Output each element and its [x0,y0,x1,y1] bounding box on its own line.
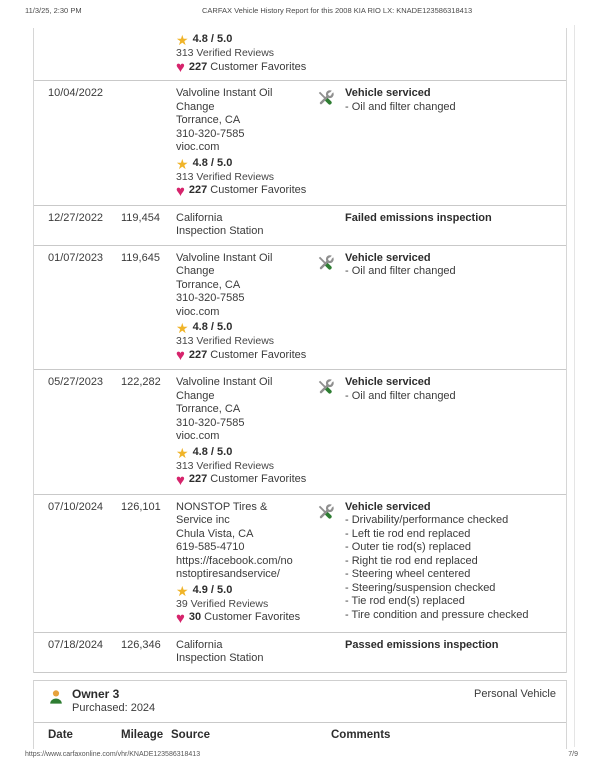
source-line: NONSTOP Tires & [176,500,268,513]
source-line: Inspection Station [176,225,264,237]
favorites-label: Customer Favorites [210,473,307,486]
source-line: California [176,638,223,651]
record-mileage [121,31,176,75]
records [34,28,566,673]
source-line: vioc.com [176,305,220,318]
column-header-row [34,722,566,749]
source-line: Valvoline Instant Oil [176,87,273,99]
heart-icon: ♥ [176,471,185,489]
source-line: Chula Vista, CA [176,527,254,540]
record-comments [312,87,566,199]
record-source-lines [176,639,308,666]
comment-items [345,514,560,622]
favorites-line [176,611,308,626]
rating-line [176,33,308,47]
comment-title: Vehicle serviced [345,500,431,513]
table-row [34,246,566,371]
source-line: California [176,211,223,224]
rating-block [176,33,308,75]
favorites-count: 227 [188,348,208,361]
table-row [34,495,566,633]
rating-score: 4.8 / 5.0 [192,33,233,46]
owner-row [34,681,566,722]
rating-line [176,584,308,598]
page-title: CARFAX Vehicle History Report for this 2008 KIA RIO LX: KNADE123586318413 [202,6,473,15]
record-source-lines [176,501,308,582]
rating-line [176,157,308,171]
record-source [176,501,312,626]
source-line: https://facebook.com/no [176,554,293,567]
owner-purchased: Purchased: 2024 [72,702,156,714]
record-source-lines [176,376,308,444]
rating-reviews: 313 Verified Reviews [176,47,275,59]
rating-reviews: 313 Verified Reviews [176,170,275,183]
comment-item: - Drivability/performance checked [345,514,509,526]
rating-reviews: 313 Verified Reviews [176,459,275,472]
record-source [176,376,312,488]
rating-block [176,446,308,488]
favorites-count: 30 [188,611,202,624]
favorites-line [176,60,308,75]
column-header-mileage: Mileage [121,729,164,741]
service-wrench-screwdriver-icon [315,253,336,274]
rating-score: 4.8 / 5.0 [192,321,233,334]
source-line: Change [176,265,215,277]
comment-item: - Outer tie rod(s) replaced [345,541,471,553]
star-icon: ★ [176,582,189,599]
comment-item: - Steering wheel centered [345,568,471,580]
comment-title: Failed emissions inspection [345,211,492,224]
favorites-label: Customer Favorites [204,611,301,624]
comment-title: Vehicle serviced [345,376,431,388]
favorites-line [176,473,308,488]
table-row [34,81,566,206]
column-header-date: Date [48,729,73,741]
comment-item: - Oil and filter changed [345,389,456,402]
rating-block [176,157,308,199]
favorites-line [176,184,308,199]
footer-page-number: 7/9 [568,751,578,758]
rating-reviews: 39 Verified Reviews [176,597,269,610]
source-line: Torrance, CA [176,403,241,415]
record-source [176,31,312,75]
service-wrench-screwdriver-icon [315,88,336,109]
record-comments [312,31,566,75]
record-comments [312,212,566,239]
record-comments [312,376,566,488]
record-mileage: 126,101 [121,500,161,513]
comment-item: - Right tie rod end replaced [345,554,478,567]
comment-title: Passed emissions inspection [345,638,499,651]
owner-person-icon [48,689,64,705]
source-line: 619-585-4710 [176,541,245,553]
source-line: nstoptiresandservice/ [176,568,280,580]
record-source-lines [176,87,308,155]
rating-line [176,321,308,335]
comment-item: - Left tie rod end replaced [345,527,471,540]
record-source [176,212,312,239]
record-source-lines [176,252,308,320]
comment-item: - Steering/suspension checked [345,581,496,594]
source-line: Inspection Station [176,652,264,664]
service-wrench-screwdriver-icon [315,377,336,398]
star-icon: ★ [176,320,189,336]
comment-title: Vehicle serviced [345,251,431,264]
source-line: Change [176,389,215,402]
favorites-count: 227 [188,473,208,486]
favorites-count: 227 [188,184,208,197]
record-mileage: 119,645 [121,251,160,264]
service-wrench-screwdriver-icon [315,502,336,523]
source-line: 310-320-7585 [176,292,245,304]
source-line: Valvoline Instant Oil [176,251,273,264]
source-line: Torrance, CA [176,278,241,291]
star-icon: ★ [176,155,189,172]
print-footer [25,751,578,758]
comment-item: - Tie rod end(s) replaced [345,595,465,607]
rating-block [176,321,308,363]
record-comments [312,252,566,364]
star-icon: ★ [176,444,189,461]
record-date [34,31,121,75]
source-line: Change [176,100,215,113]
rating-reviews: 313 Verified Reviews [176,335,275,347]
rating-score: 4.8 / 5.0 [192,445,233,458]
source-line: Service inc [176,514,230,526]
column-header-source: Source [171,729,210,741]
rating-line [176,446,308,460]
record-mileage [121,87,176,199]
footer-url: https://www.carfaxonline.com/vhr/KNADE123586318413 [25,751,201,758]
table-row [34,370,566,495]
rating-block [176,584,308,626]
owner-vehicle-type: Personal Vehicle [474,688,556,700]
rating-score: 4.9 / 5.0 [192,583,233,596]
favorites-label: Customer Favorites [210,60,307,73]
owner-section [33,680,567,749]
table-row [34,206,566,246]
source-line: 310-320-7585 [176,127,245,140]
print-timestamp: 11/3/25, 2:30 PM [25,6,82,15]
record-mileage: 126,346 [121,638,161,651]
heart-icon: ♥ [176,609,185,627]
comment-item: - Oil and filter changed [345,265,456,277]
source-line: Torrance, CA [176,114,241,126]
record-source [176,252,312,364]
heart-icon: ♥ [176,59,185,76]
record-date: 05/27/2023 [48,376,104,388]
source-line: 310-320-7585 [176,416,245,429]
comment-items [345,265,560,279]
record-date: 07/18/2024 [48,638,104,651]
record-source [176,87,312,199]
source-line: Valvoline Instant Oil [176,376,273,388]
favorites-label: Customer Favorites [210,184,307,197]
record-mileage: 119,454 [121,211,160,224]
source-line: vioc.com [176,141,220,153]
comment-title: Vehicle serviced [345,87,431,99]
page-edge-line [574,25,575,747]
table-row [34,28,566,81]
favorites-line [176,348,308,363]
record-comments [312,501,566,626]
history-records-table [33,28,567,673]
table-row [34,633,566,673]
record-comments [312,639,566,666]
source-line: vioc.com [176,430,220,442]
favorites-label: Customer Favorites [210,348,307,361]
comment-item: - Oil and filter changed [345,100,456,113]
comment-items [345,101,560,115]
record-source-lines [176,212,308,239]
star-icon: ★ [176,32,189,48]
owner-text [72,687,155,715]
record-mileage: 122,282 [121,376,161,388]
record-date: 12/27/2022 [48,211,104,224]
comment-items [345,390,560,404]
record-source [176,639,312,666]
record-date: 07/10/2024 [48,500,104,513]
owner-title: Owner 3 [72,687,120,701]
rating-score: 4.8 / 5.0 [192,156,233,169]
heart-icon: ♥ [176,182,185,200]
record-date: 10/04/2022 [48,87,104,99]
favorites-count: 227 [188,60,208,73]
heart-icon: ♥ [176,347,185,364]
column-header-comments: Comments [331,729,391,741]
comment-item: - Tire condition and pressure checked [345,608,529,621]
record-date: 01/07/2023 [48,251,104,264]
